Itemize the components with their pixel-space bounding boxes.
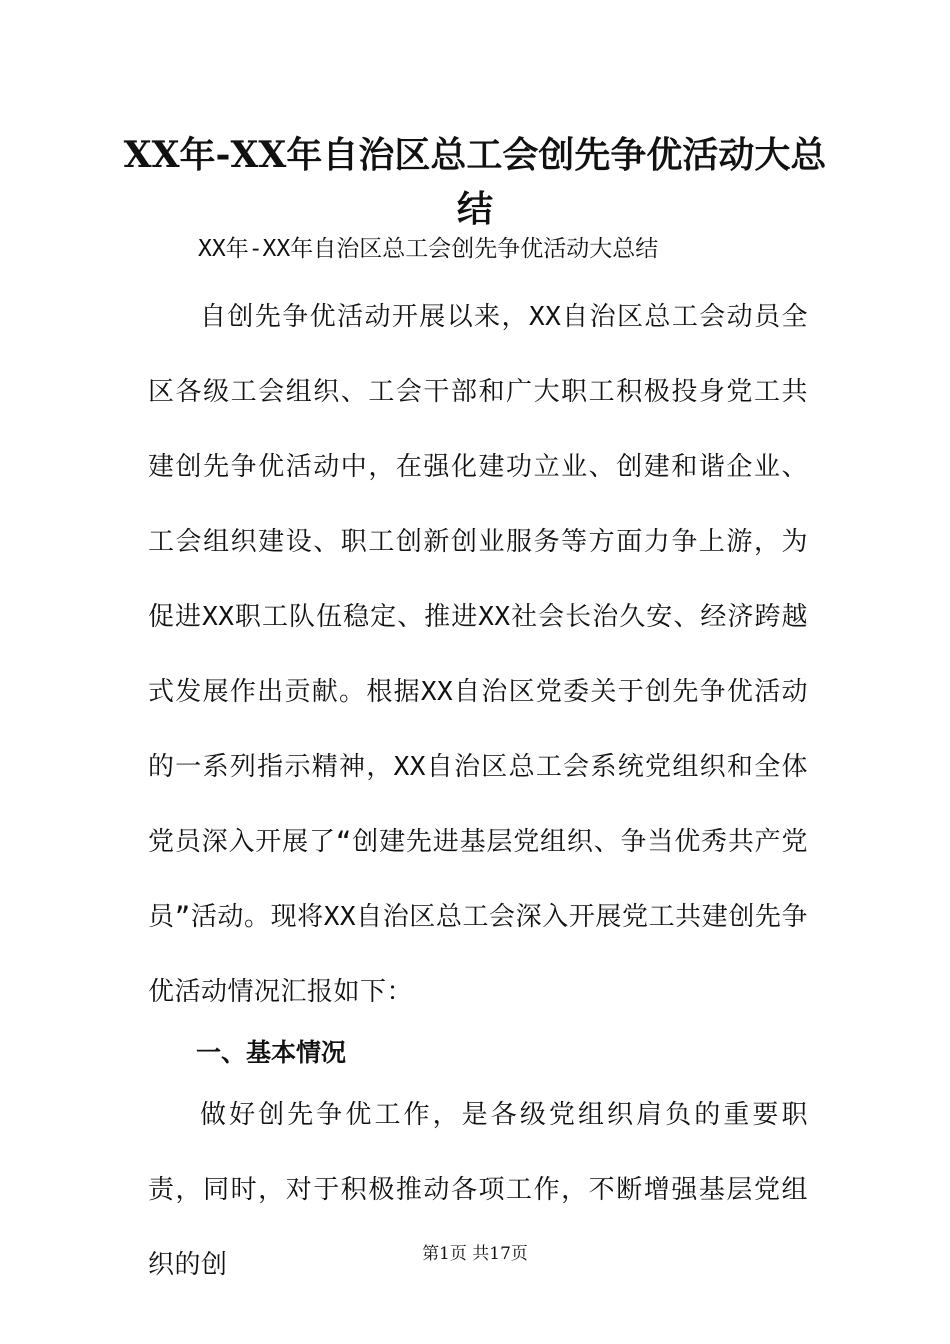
- section-paragraph: 做好创先争优工作，是各级党组织肩负的重要职责，同时，对于积极推动各项工作，不断增强基层党组织的创: [148, 1100, 808, 1280]
- intro-paragraph: 自创先争优活动开展以来，XX自治区总工会动员全区各级工会组织、工会干部和广大职工积极投身党工共建创先争优活动中，在强化建功立业、创建和谐企业、工会组织建设、职工创新创业服务等方面力争上游，为促进XX职工队伍稳定、推进XX社会长治久安、经济跨越式发展作出贡献。根据XX自治区党委关于创先争优活动的一系列指示精神，XX自治区总工会系统党组织和全体党员深入开展了“创建先进基层党组织、争当优秀共产党员”活动。现将XX自治区总工会深入开展党工共建创先争优活动情况汇报如下：: [148, 302, 808, 1007]
- page-indicator: 第1页 共17页: [422, 1244, 528, 1264]
- document-subtitle: XX年-XX年自治区总工会创先争优活动大总结: [198, 236, 659, 262]
- document-title: XX年-XX年自治区总工会创先争优活动大总结: [123, 134, 827, 230]
- section-heading: 一、基本情况: [196, 1038, 347, 1067]
